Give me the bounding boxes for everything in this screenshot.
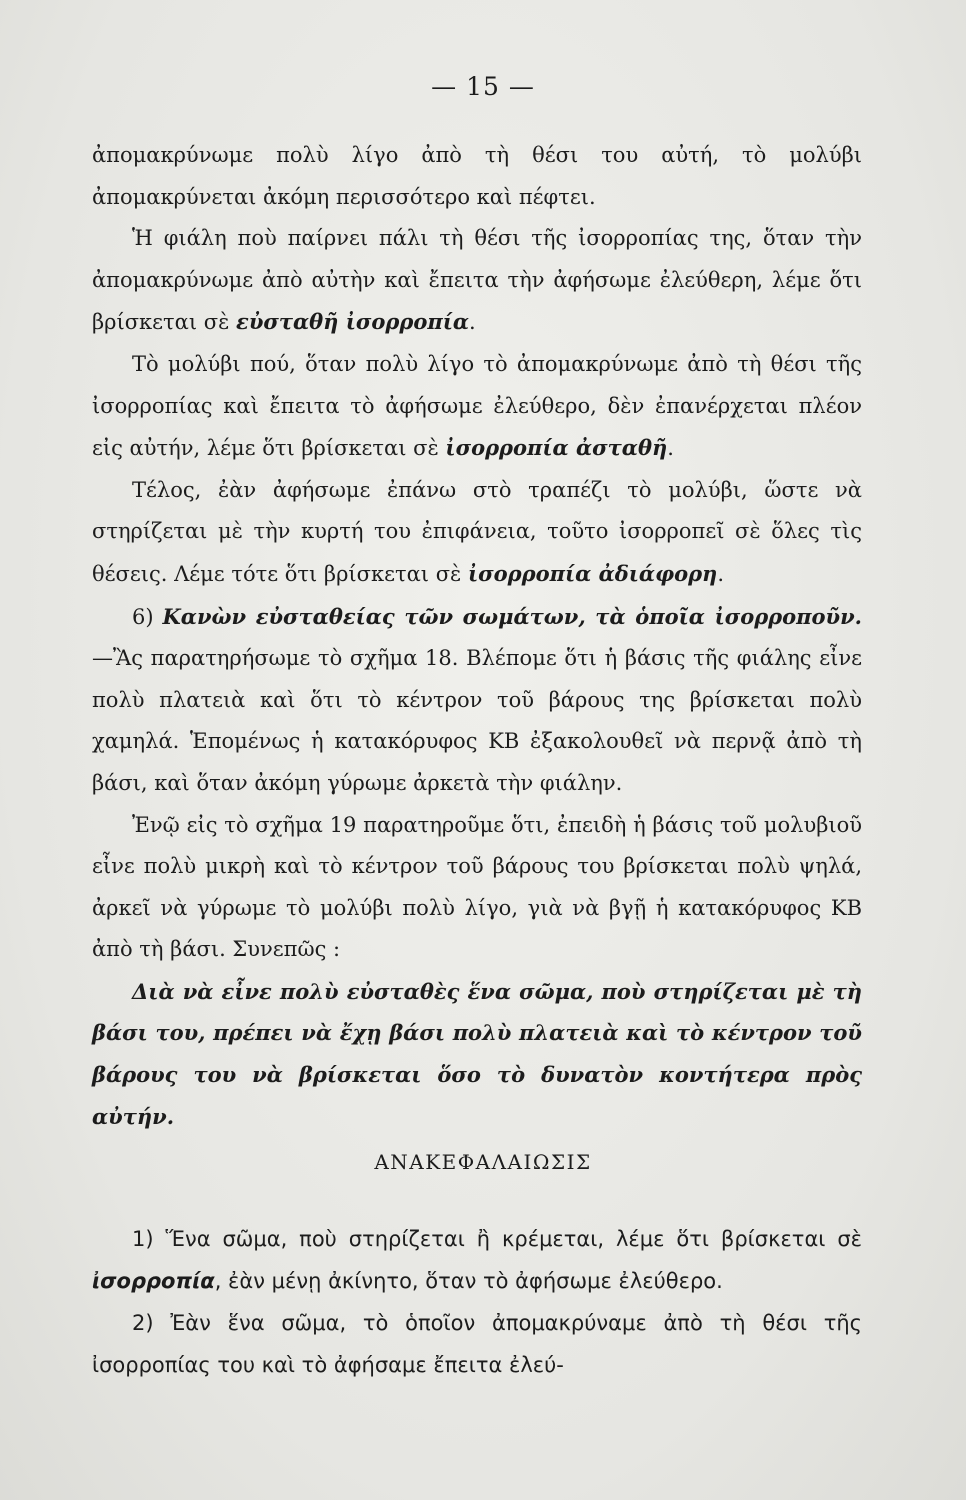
term-stable-equilibrium: εὐσταθῆ ἰσορροπία [236, 309, 470, 335]
punctuation: . [469, 310, 476, 335]
main-text [92, 135, 862, 1137]
section-title: Κανὼν εὐσταθείας τῶν σωμάτων, τὰ ὁποῖα ἰσορροποῦν. [162, 603, 862, 629]
paragraph-text: Ἡ φιάλη ποὺ παίρνει πάλι τὴ θέσι τῆς ἰσορροπίας της, ὅταν τὴν ἀπομακρύνωμε ἀπὸ αὐτὴν καὶ ἔπειτα τὴν ἀφήσωμε ἐλεύθερη, λέμε ὅτι βρίσκεται σὲ [92, 226, 862, 335]
section-number: 6) [132, 604, 163, 629]
stability-rule-statement: Διὰ νὰ εἶνε πολὺ εὐσταθὲς ἕνα σῶμα, ποὺ στηρίζεται μὲ τὴ βάσι του, πρέπει νὰ ἔχῃ βάσι πολὺ πλατειὰ καὶ τὸ κέντρον τοῦ βάρους του νὰ βρίσκεται ὅσο τὸ δυνατὸν κοντήτερα πρὸς αὐτήν. [92, 978, 862, 1129]
summary-item-2: 2) Ἐὰν ἕνα σῶμα, τὸ ὁποῖον ἀπομακρύναμε ἀπὸ τὴ θέσι τῆς ἰσορροπίας του καὶ τὸ ἀφήσαμε ἔπειτα ἐλεύ- [92, 1311, 862, 1377]
paragraph-unstable-equilibrium [92, 344, 862, 470]
paragraph-stable-equilibrium [92, 218, 862, 344]
paragraph-figure-19: Ἐνῷ εἰς τὸ σχῆμα 19 παρατηροῦμε ὅτι, ἐπειδὴ ἡ βάσις τοῦ μολυβιοῦ εἶνε πολὺ μικρὴ καὶ τὸ κέντρον τοῦ βάρους του βρίσκεται πολὺ ψηλά, ἀρκεῖ νὰ γύρωμε τὸ μολύβι πολὺ λίγο, γιὰ νὰ βγῇ ἡ κατακόρυφος ΚΒ ἀπὸ τὴ βάσι. Συνεπῶς : [92, 812, 862, 962]
term-unstable-equilibrium: ἰσορροπία ἀσταθῆ [445, 435, 668, 461]
paragraph-text: Τέλος, ἐὰν ἀφήσωμε ἐπάνω στὸ τραπέζι τὸ μολύβι, ὥστε νὰ στηρίζεται μὲ τὴν κυρτή του ἐπιφάνεια, τοῦτο ἰσορροπεῖ σὲ ὅλες τὶς θέσεις. Λέμε τότε ὅτι βρίσκεται σὲ [92, 477, 862, 586]
paragraph-text: Τὸ μολύβι πού, ὅταν πολὺ λίγο τὸ ἀπομακρύνωμε ἀπὸ τὴ θέσι τῆς ἰσορροπίας καὶ ἔπειτα τὸ ἀφήσωμε ἐλεύθερο, δὲν ἐπανέρχεται πλέον εἰς αὐτήν, λέμε ὅτι βρίσκεται σὲ [92, 351, 862, 461]
page-number: — 15 — [431, 72, 535, 101]
punctuation: . [717, 561, 724, 586]
punctuation: . [667, 436, 674, 461]
term-equilibrium: ἰσορροπία [92, 1269, 215, 1293]
summary-text [92, 1218, 862, 1386]
summary-text-part: 1) Ἕνα σῶμα, ποὺ στηρίζεται ἢ κρέμεται, λέμε ὅτι βρίσκεται σὲ [132, 1227, 862, 1251]
paragraph-neutral-equilibrium [92, 470, 862, 596]
term-neutral-equilibrium: ἰσορροπία ἀδιάφορη [467, 560, 718, 586]
summary-text-part: , ἐὰν μένῃ ἀκίνητο, ὅταν τὸ ἀφήσωμε ἐλεύθερο. [214, 1269, 723, 1293]
paragraph-stability-rule [92, 596, 862, 805]
summary-heading: ΑΝΑΚΕΦΑΛΑΙΩΣΙΣ [374, 1150, 592, 1174]
paragraph-continuation: ἀπομακρύνωμε πολὺ λίγο ἀπὸ τὴ θέσι του αὐτή, τὸ μολύβι ἀπομακρύνεται ἀκόμη περισσότερο καὶ πέφτει. [92, 143, 862, 209]
summary-item-1 [92, 1218, 862, 1302]
paragraph-text: —Ἂς παρατηρήσωμε τὸ σχῆμα 18. Βλέπομε ὅτι ἡ βάσις τῆς φιάλης εἶνε πολὺ πλατειὰ καὶ ὅτι τὸ κέντρον τοῦ βάρους της βρίσκεται πολὺ χαμηλά. Ἑπομένως ἡ κατακόρυφος ΚΒ ἐξακολουθεῖ νὰ περνᾷ ἀπὸ τὴ βάσι, καὶ ὅταν ἀκόμη γύρωμε ἀρκετὰ τὴν φιάλην. [92, 646, 862, 795]
